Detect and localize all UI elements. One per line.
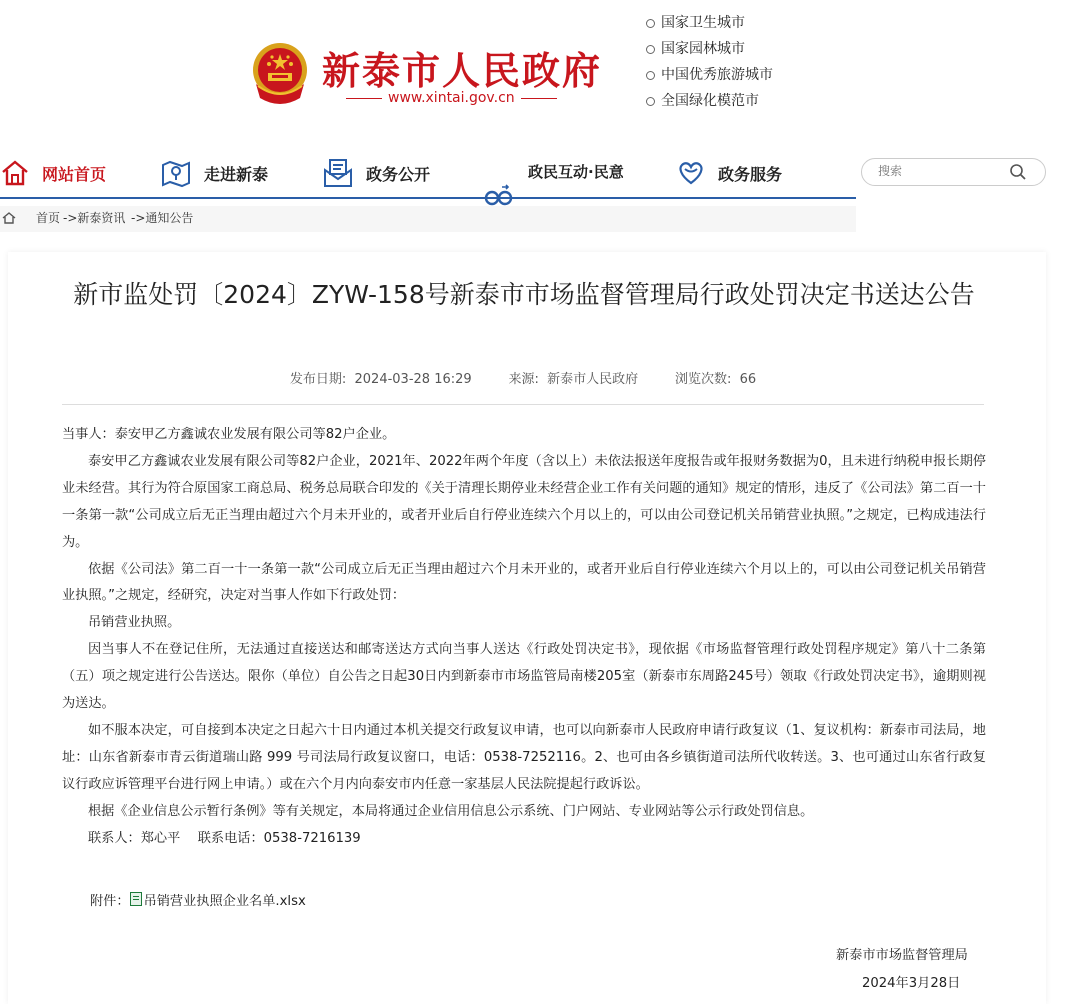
bullet-icon [646, 71, 655, 80]
views-value: 66 [739, 372, 757, 387]
honor-item: 全国绿化模范市 [646, 88, 773, 114]
site-url[interactable] [340, 90, 563, 106]
excel-file-icon [130, 892, 142, 906]
honor-item: 国家园林城市 [646, 36, 773, 62]
map-location-icon [160, 158, 192, 188]
nav-about-label: 走进新泰 [204, 164, 269, 184]
search-box[interactable] [861, 158, 1046, 186]
article-meta [0, 368, 1046, 387]
nav-interact-line1: 政民互动·民意 [528, 163, 624, 181]
home-small-icon [2, 211, 16, 225]
honor-item: 国家卫生城市 [646, 10, 773, 36]
view-count [675, 372, 756, 387]
article-body [62, 422, 986, 853]
contact-line: 联系人：郑心平 联系电话：0538-7216139 [88, 830, 361, 846]
meta-divider [62, 404, 984, 405]
breadcrumb [0, 206, 856, 232]
date-label: 发布日期: [289, 372, 347, 387]
paragraph: 因当事人不在登记住所，无法通过直接送达和邮寄送达方式向当事人送达《行政处罚决定书》，现依据《市场监督管理行政处罚程序规定》第八十二条第（五）项之规定进行公告送达。限你（单位）自公告之日起30日内到新泰市市场监管局南楼205室（新泰市东周路245号）领取《行政处罚决定书》，逾期则视为送达。 [62, 642, 986, 712]
breadcrumb-notice[interactable]: ->通知公告 [131, 211, 194, 225]
bullet-icon [646, 97, 655, 106]
search-input[interactable] [876, 163, 1000, 179]
nav-item-service[interactable] [676, 148, 782, 198]
paragraph: 依据《公司法》第二百一十一条第一款“公司成立后无正当理由超过六个月未开业的，或者开业后自行停业连续六个月以上的，可以由公司登记机关吊销营业执照。”之规定，经研究，决定对当事人作如下行政处罚： [62, 561, 986, 604]
search-icon[interactable] [1009, 163, 1027, 181]
attachment-label: 附件： [90, 894, 130, 909]
site-url-text: www.xintai.gov.cn [388, 90, 515, 106]
bullet-icon [646, 19, 655, 28]
nav-item-about[interactable] [160, 148, 268, 198]
nav-item-home[interactable] [0, 148, 106, 198]
nav-divider [0, 197, 856, 199]
source [508, 372, 638, 387]
date-value: 2024-03-28 16:29 [354, 372, 472, 387]
honor-item: 中国优秀旅游城市 [646, 62, 773, 88]
city-honors-list [646, 10, 773, 122]
nav-service-label: 政务服务 [718, 164, 783, 184]
nav-home-label: 网站首页 [42, 164, 107, 184]
main-nav [0, 148, 856, 198]
national-emblem-icon [248, 40, 312, 108]
paragraph: 泰安甲乙方鑫诚农业发展有限公司等82户企业，2021年、2022年两个年度（含以上）未依法报送年度报告或年报财务数据为0，且未进行纳税申报长期停业未经营。其行为符合原国家工商总局、税务总局联合印发的《关于清理长期停业未经营企业工作有关问题的通知》规定的情形，违反了《公司法》第二百一十一条第一款“公司成立后无正当理由超过六个月未开业的，或者开业后自行停业连续六个月以上的，可以由公司登记机关吊销营业执照。”之规定，已构成违法行为。 [62, 453, 986, 550]
site-title[interactable]: 新泰市人民政府 [322, 49, 603, 93]
paragraph: 吊销营业执照。 [88, 615, 181, 631]
service-heart-icon [676, 158, 706, 188]
publish-date [290, 372, 472, 387]
attachment [90, 890, 306, 909]
source-value: 新泰市人民政府 [547, 372, 639, 387]
article-title: 新市监处罚〔2024〕ZYW-158号新泰市市场监督管理局行政处罚决定书送达公告 [73, 280, 975, 309]
paragraph: 如不服本决定，可自接到本决定之日起六十日内通过本机关提交行政复议申请，也可以向新泰市人民政府申请行政复议（1、复议机构：新泰市司法局，地址：山东省新泰市青云街道瑞山路 999 号司法局行政复议窗口，电话：0538-7252116。2、也可由各乡镇街道司法所代收转送。3、也可通过山东省行政复议行政应诉管理平台进行网上申请。）或在六个月内向泰安市内任意一家基层人民法院提起行政诉讼。 [62, 722, 986, 792]
views-label: 浏览次数: [674, 372, 732, 387]
breadcrumb-home[interactable]: 首页 [36, 211, 61, 225]
signature-date: 2024年3月28日 [862, 976, 961, 991]
source-label: 来源: [508, 372, 539, 387]
nav-interact-label [528, 162, 624, 182]
document-mail-icon [322, 158, 354, 188]
attachment-link[interactable]: 吊销营业执照企业名单.xlsx [143, 894, 306, 909]
nav-gov-open-label: 政务公开 [366, 164, 431, 184]
bullet-icon [646, 45, 655, 54]
paragraph: 根据《企业信息公示暂行条例》等有关规定，本局将通过企业信用信息公示系统、门户网站、专业网站等公示行政处罚信息。 [88, 803, 814, 819]
party-line: 当事人：泰安甲乙方鑫诚农业发展有限公司等82户企业。 [62, 427, 396, 442]
home-icon [0, 158, 30, 188]
nav-item-gov-open[interactable] [322, 148, 430, 198]
signature: 新泰市市场监督管理局 [836, 948, 968, 963]
breadcrumb-news[interactable]: ->新泰资讯 [63, 211, 126, 225]
